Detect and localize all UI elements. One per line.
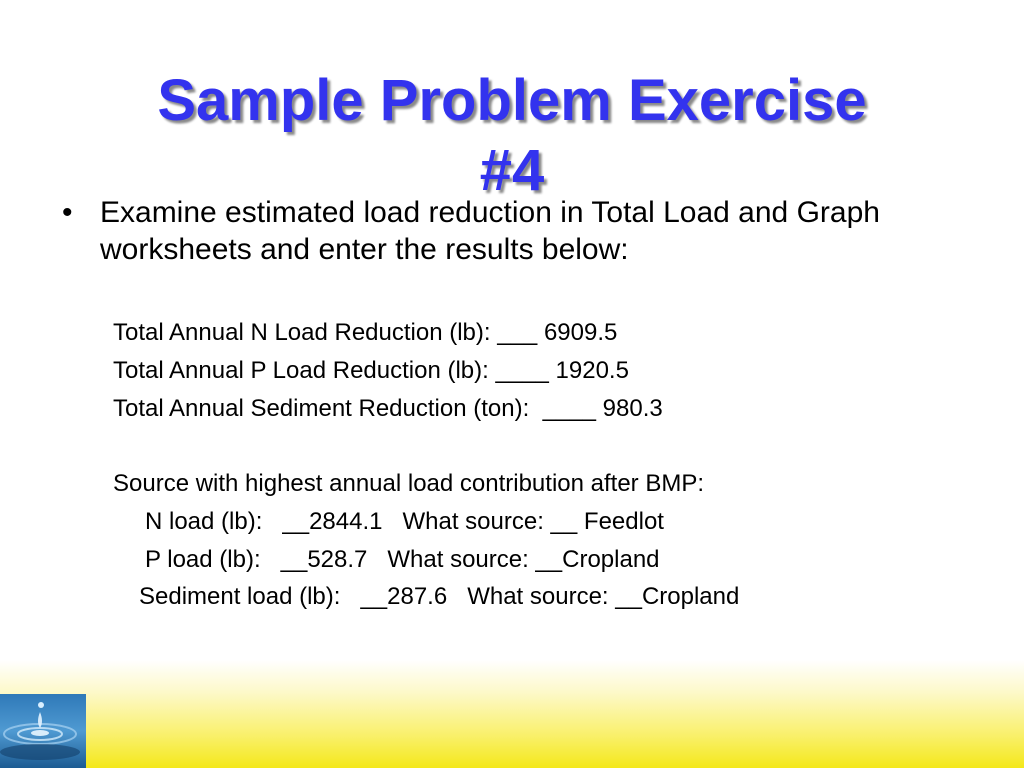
sediment-load-source: Sediment load (lb): __287.6 What source: __Cropland — [139, 583, 740, 610]
water-drop-icon — [0, 694, 86, 768]
yellow-gradient-band — [0, 660, 1024, 768]
p-load-reduction: Total Annual P Load Reduction (lb): ____ 1920.5 — [113, 357, 629, 384]
slide-title-number: #4 — [479, 138, 545, 203]
n-load-reduction: Total Annual N Load Reduction (lb): ___ 6909.5 — [113, 319, 618, 346]
slide-title: Sample Problem Exercise — [157, 68, 867, 133]
n-load-source: N load (lb): __2844.1 What source: __ Feedlot — [145, 508, 664, 535]
p-load-source: P load (lb): __528.7 What source: __Cropland — [145, 546, 660, 573]
sediment-reduction: Total Annual Sediment Reduction (ton): ____ 980.3 — [113, 395, 663, 422]
source-heading: Source with highest annual load contribution after BMP: — [113, 470, 705, 497]
bullet-icon: • — [62, 196, 73, 229]
bullet-text: Examine estimated load reduction in Total Load and Graph worksheets and enter the results below: — [100, 196, 880, 266]
